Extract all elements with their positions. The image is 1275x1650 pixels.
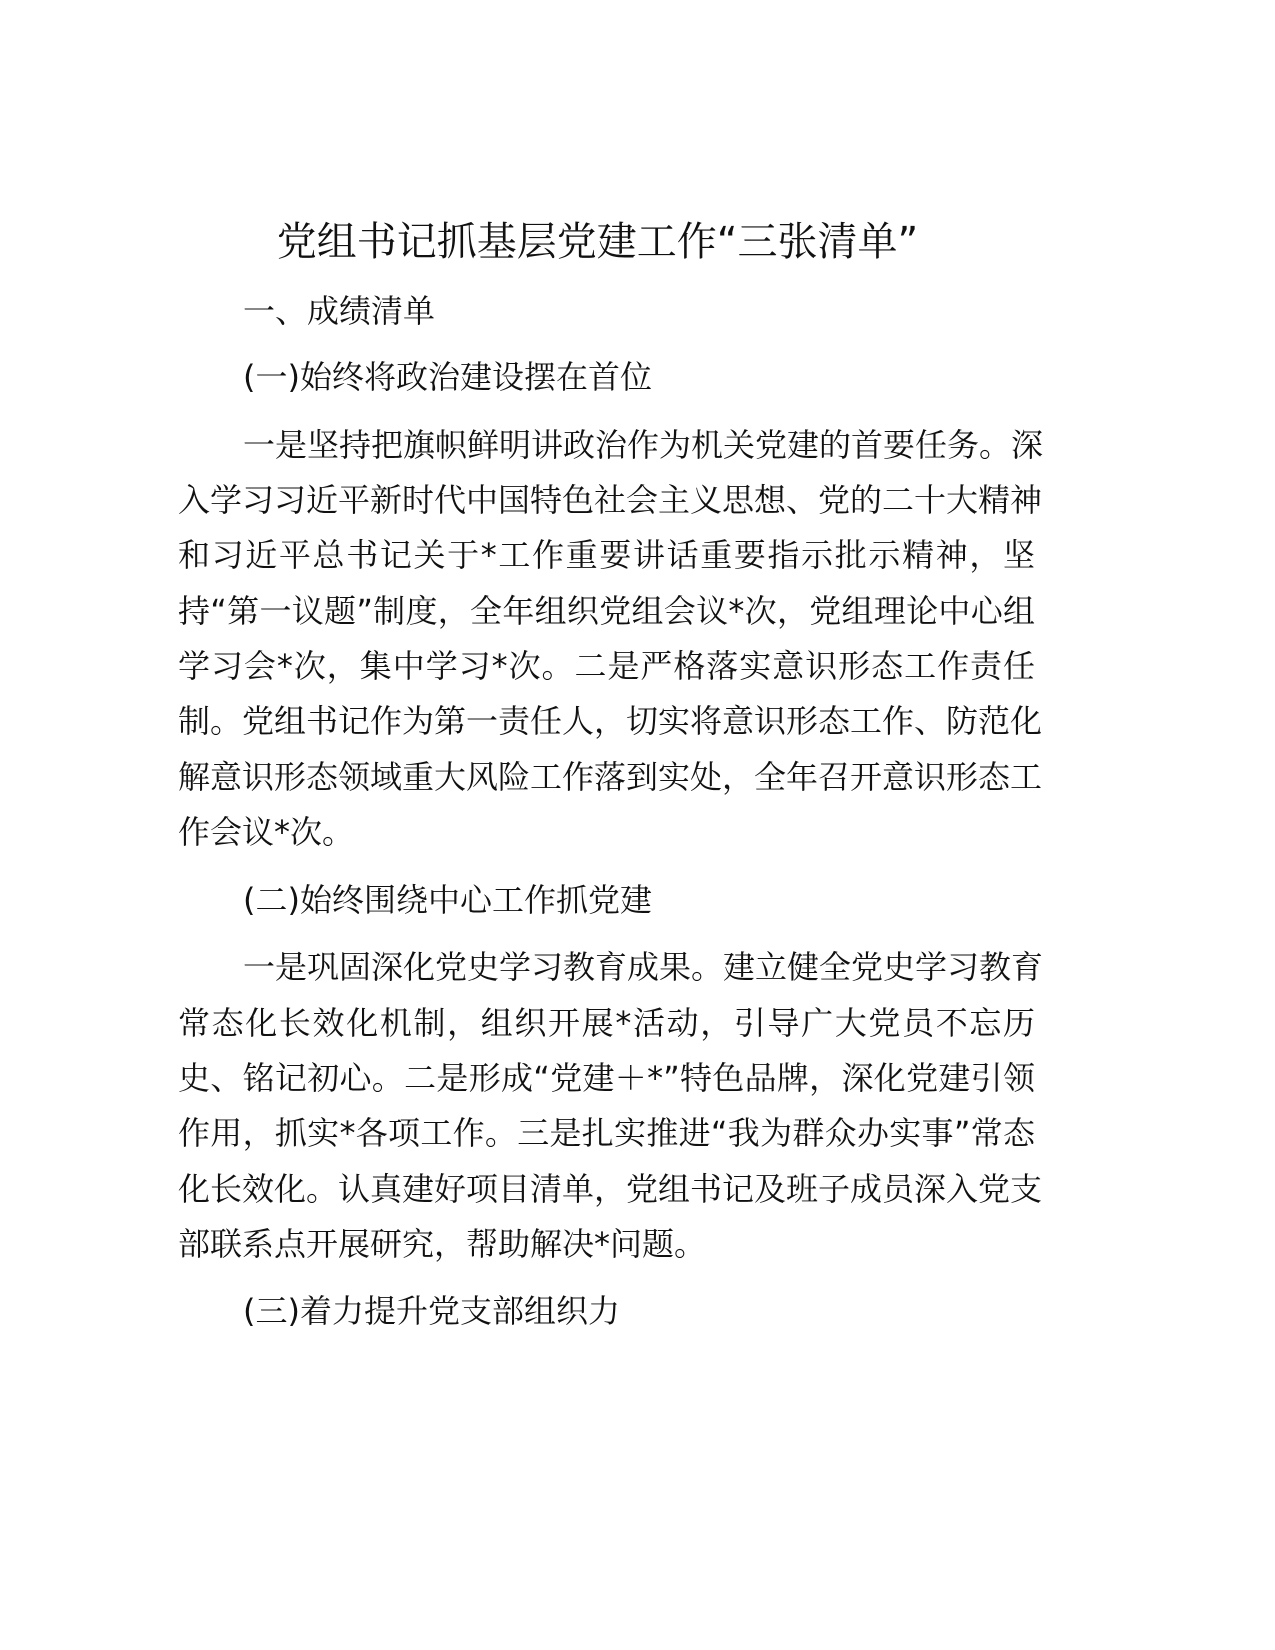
paragraph-line: 作用，抓实*各项工作。三是扎实推进“我为群众办实事”常态 xyxy=(178,1114,1035,1152)
paragraph-line: 一是巩固深化党史学习教育成果。建立健全党史学习教育 xyxy=(243,948,1044,986)
paragraph-line: 常态化长效化机制，组织开展*活动，引导广大党员不忘历 xyxy=(178,1004,1035,1042)
paragraph-line: 学习会*次，集中学习*次。二是严格落实意识形态工作责任 xyxy=(178,647,1035,685)
paragraph-line: 一是坚持把旗帜鲜明讲政治作为机关党建的首要任务。深 xyxy=(243,426,1044,464)
paragraph-line: 制。党组书记作为第一责任人，切实将意识形态工作、防范化 xyxy=(178,702,1043,740)
paragraph-line: 和习近平总书记关于*工作重要讲话重要指示批示精神，坚 xyxy=(178,536,1035,574)
paragraph-line: 史、铭记初心。二是形成“党建＋*”特色品牌，深化党建引领 xyxy=(178,1059,1035,1097)
paragraph-line: 解意识形态领域重大风险工作落到实处，全年召开意识形态工 xyxy=(178,758,1043,796)
section-heading: 一、成绩清单 xyxy=(243,292,436,330)
paragraph-line: 入学习习近平新时代中国特色社会主义思想、党的二十大精神 xyxy=(178,481,1043,519)
subsection-heading: (三)着力提升党支部组织力 xyxy=(243,1292,620,1330)
paragraph-line: 化长效化。认真建好项目清单，党组书记及班子成员深入党支 xyxy=(178,1170,1043,1208)
document-title: 党组书记抓基层党建工作“三张清单” xyxy=(276,219,919,265)
paragraph-line: 作会议*次。 xyxy=(178,813,355,851)
paragraph-line: 部联系点开展研究，帮助解决*问题。 xyxy=(178,1225,707,1263)
paragraph-line: 持“第一议题”制度，全年组织党组会议*次，党组理论中心组 xyxy=(178,592,1035,630)
subsection-heading: (二)始终围绕中心工作抓党建 xyxy=(243,881,652,919)
subsection-heading: (一)始终将政治建设摆在首位 xyxy=(243,358,652,396)
